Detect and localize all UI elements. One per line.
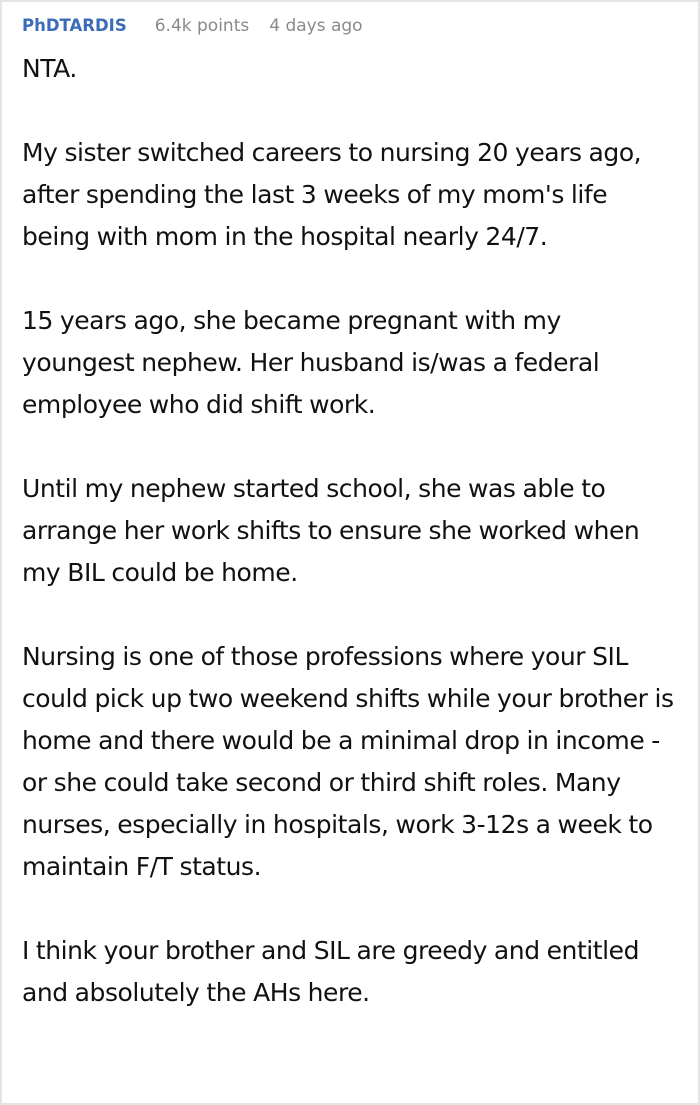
- comment-paragraph: 15 years ago, she became pregnant with my youngest nephew. Her husband is/was a federal employee who did shift work.: [22, 306, 600, 419]
- comment-author-link[interactable]: PhDTARDIS: [22, 16, 127, 35]
- comment-paragraph: I think your brother and SIL are greedy and entitled and absolutely the AHs here.: [22, 936, 639, 1007]
- comment-paragraph: NTA.: [22, 54, 77, 83]
- comment-paragraph: Nursing is one of those professions where your SIL could pick up two weekend shifts while your brother is home and there would be a minimal drop in income - or she could take second or third shift roles. Many nurses, especially in hospitals, work 3-12s a week to maintain F/T status.: [22, 642, 674, 881]
- comment-body: [22, 48, 678, 1014]
- comment-points: 6.4k points: [154, 16, 250, 36]
- comment-timestamp: 4 days ago: [269, 16, 363, 36]
- comment-paragraph: Until my nephew started school, she was able to arrange her work shifts to ensure she worked when my BIL could be home.: [22, 474, 640, 587]
- comment-meta: [22, 16, 678, 48]
- comment-paragraph: My sister switched careers to nursing 20 years ago, after spending the last 3 weeks of my mom's life being with mom in the hospital nearly 24/7.: [22, 138, 642, 251]
